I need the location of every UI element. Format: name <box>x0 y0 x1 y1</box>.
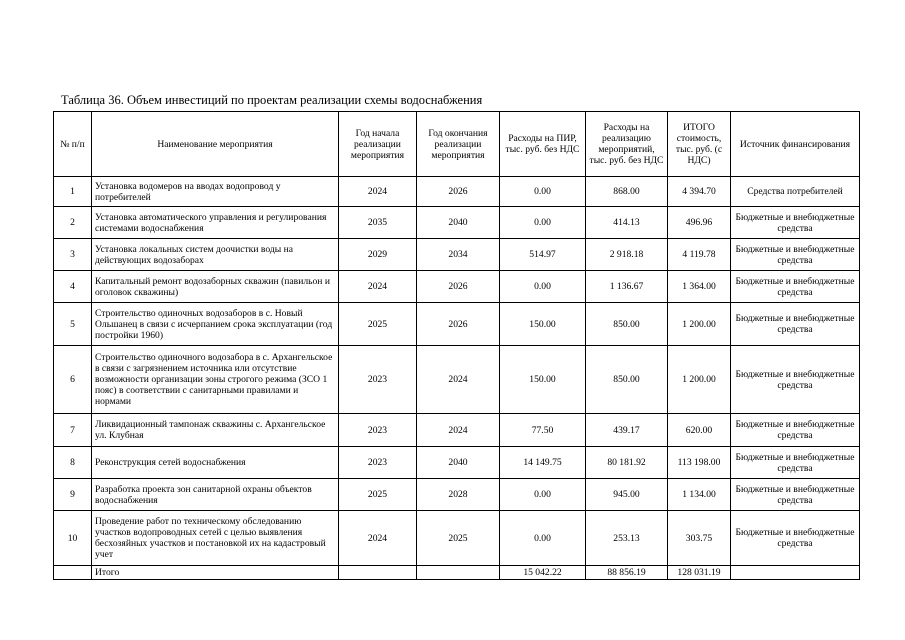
header-row <box>54 112 860 177</box>
row-name: Строительство одиночного водозабора в с. Архангельское в связи с загрязнением источника или отсутствие возможности организации зоны строгого режима (ЗСО 1 пояс) в соответствии с санитарными правилами и нормами <box>92 346 339 414</box>
row-name: Реконструкция сетей водоснабжения <box>92 447 339 479</box>
row-end-year: 2026 <box>417 303 500 346</box>
col-header-number: № п/п <box>54 112 92 177</box>
row-impl-cost: 414.13 <box>586 207 668 239</box>
row-funding-source: Бюджетные и внебюджетные средства <box>731 271 860 303</box>
totals-number <box>54 566 92 580</box>
row-pir-cost: 0.00 <box>500 271 586 303</box>
row-funding-source: Бюджетные и внебюджетные средства <box>731 447 860 479</box>
row-total-cost: 1 134.00 <box>668 479 731 511</box>
row-name: Разработка проекта зон санитарной охраны объектов водоснабжения <box>92 479 339 511</box>
table-row <box>54 207 860 239</box>
row-name: Установка автоматического управления и регулирования системами водоснабжения <box>92 207 339 239</box>
row-impl-cost: 253.13 <box>586 511 668 566</box>
col-header-pir-cost: Расходы на ПИР, тыс. руб. без НДС <box>500 112 586 177</box>
totals-total-cost: 128 031.19 <box>668 566 731 580</box>
row-end-year: 2026 <box>417 271 500 303</box>
row-number: 3 <box>54 239 92 271</box>
row-impl-cost: 850.00 <box>586 346 668 414</box>
row-impl-cost: 850.00 <box>586 303 668 346</box>
row-pir-cost: 514.97 <box>500 239 586 271</box>
table-row <box>54 346 860 414</box>
row-number: 4 <box>54 271 92 303</box>
row-total-cost: 1 200.00 <box>668 303 731 346</box>
totals-end-year <box>417 566 500 580</box>
row-number: 1 <box>54 177 92 207</box>
row-impl-cost: 80 181.92 <box>586 447 668 479</box>
row-impl-cost: 1 136.67 <box>586 271 668 303</box>
col-header-impl-cost: Расходы на реализацию мероприятий, тыс. руб. без НДС <box>586 112 668 177</box>
row-end-year: 2026 <box>417 177 500 207</box>
row-impl-cost: 439.17 <box>586 414 668 447</box>
row-pir-cost: 150.00 <box>500 346 586 414</box>
col-header-total-cost: ИТОГО стоимость, тыс. руб. (с НДС) <box>668 112 731 177</box>
table-caption: Таблица 36. Объем инвестиций по проектам реализации схемы водоснабжения <box>61 93 483 107</box>
row-start-year: 2023 <box>339 346 417 414</box>
row-total-cost: 496.96 <box>668 207 731 239</box>
row-number: 5 <box>54 303 92 346</box>
row-number: 9 <box>54 479 92 511</box>
table-row <box>54 414 860 447</box>
row-pir-cost: 0.00 <box>500 479 586 511</box>
row-total-cost: 1 364.00 <box>668 271 731 303</box>
totals-impl-cost: 88 856.19 <box>586 566 668 580</box>
col-header-funding-source: Источник финансирования <box>731 112 860 177</box>
table-row <box>54 447 860 479</box>
row-start-year: 2035 <box>339 207 417 239</box>
col-header-name: Наименование мероприятия <box>92 112 339 177</box>
totals-funding-source <box>731 566 860 580</box>
row-total-cost: 620.00 <box>668 414 731 447</box>
row-funding-source: Бюджетные и внебюджетные средства <box>731 414 860 447</box>
row-pir-cost: 14 149.75 <box>500 447 586 479</box>
row-number: 6 <box>54 346 92 414</box>
row-pir-cost: 0.00 <box>500 177 586 207</box>
row-start-year: 2025 <box>339 303 417 346</box>
row-start-year: 2029 <box>339 239 417 271</box>
row-name: Проведение работ по техническому обследованию участков водопроводных сетей с целью выявления бесхозяйных участков и постановкой их на кадастровый учет <box>92 511 339 566</box>
col-header-end-year: Год окончания реализации мероприятия <box>417 112 500 177</box>
row-end-year: 2024 <box>417 414 500 447</box>
row-end-year: 2040 <box>417 447 500 479</box>
row-number: 2 <box>54 207 92 239</box>
table-row <box>54 303 860 346</box>
table-row <box>54 479 860 511</box>
row-funding-source: Бюджетные и внебюджетные средства <box>731 207 860 239</box>
row-funding-source: Бюджетные и внебюджетные средства <box>731 303 860 346</box>
row-end-year: 2024 <box>417 346 500 414</box>
row-total-cost: 4 119.78 <box>668 239 731 271</box>
row-start-year: 2024 <box>339 271 417 303</box>
row-start-year: 2023 <box>339 414 417 447</box>
row-start-year: 2025 <box>339 479 417 511</box>
row-impl-cost: 945.00 <box>586 479 668 511</box>
row-end-year: 2028 <box>417 479 500 511</box>
row-pir-cost: 77.50 <box>500 414 586 447</box>
table-row <box>54 239 860 271</box>
row-funding-source: Бюджетные и внебюджетные средства <box>731 346 860 414</box>
row-name: Установка водомеров на вводах водопровод у потребителей <box>92 177 339 207</box>
row-name: Строительство одиночных водозаборов в с. Новый Ольшанец в связи с исчерпанием срока эксплуатации (год постройки 1960) <box>92 303 339 346</box>
row-funding-source: Средства потребителей <box>731 177 860 207</box>
row-start-year: 2024 <box>339 511 417 566</box>
row-name: Капитальный ремонт водозаборных скважин (павильон и оголовок скважины) <box>92 271 339 303</box>
row-number: 7 <box>54 414 92 447</box>
row-total-cost: 4 394.70 <box>668 177 731 207</box>
row-end-year: 2040 <box>417 207 500 239</box>
row-name: Установка локальных систем доочистки воды на действующих водозаборах <box>92 239 339 271</box>
row-pir-cost: 0.00 <box>500 511 586 566</box>
row-end-year: 2025 <box>417 511 500 566</box>
row-number: 8 <box>54 447 92 479</box>
investment-table <box>53 111 860 580</box>
totals-start-year <box>339 566 417 580</box>
row-total-cost: 303.75 <box>668 511 731 566</box>
table-row <box>54 271 860 303</box>
row-start-year: 2023 <box>339 447 417 479</box>
row-funding-source: Бюджетные и внебюджетные средства <box>731 479 860 511</box>
row-total-cost: 1 200.00 <box>668 346 731 414</box>
col-header-start-year: Год начала реализации мероприятия <box>339 112 417 177</box>
table-row <box>54 177 860 207</box>
totals-row <box>54 566 860 580</box>
row-funding-source: Бюджетные и внебюджетные средства <box>731 239 860 271</box>
row-end-year: 2034 <box>417 239 500 271</box>
table-row <box>54 511 860 566</box>
row-name: Ликвидационный тампонаж скважины с. Архангельское ул. Клубная <box>92 414 339 447</box>
row-impl-cost: 868.00 <box>586 177 668 207</box>
row-start-year: 2024 <box>339 177 417 207</box>
row-pir-cost: 150.00 <box>500 303 586 346</box>
row-total-cost: 113 198.00 <box>668 447 731 479</box>
row-funding-source: Бюджетные и внебюджетные средства <box>731 511 860 566</box>
row-pir-cost: 0.00 <box>500 207 586 239</box>
totals-label: Итого <box>92 566 339 580</box>
row-number: 10 <box>54 511 92 566</box>
totals-pir-cost: 15 042.22 <box>500 566 586 580</box>
row-impl-cost: 2 918.18 <box>586 239 668 271</box>
